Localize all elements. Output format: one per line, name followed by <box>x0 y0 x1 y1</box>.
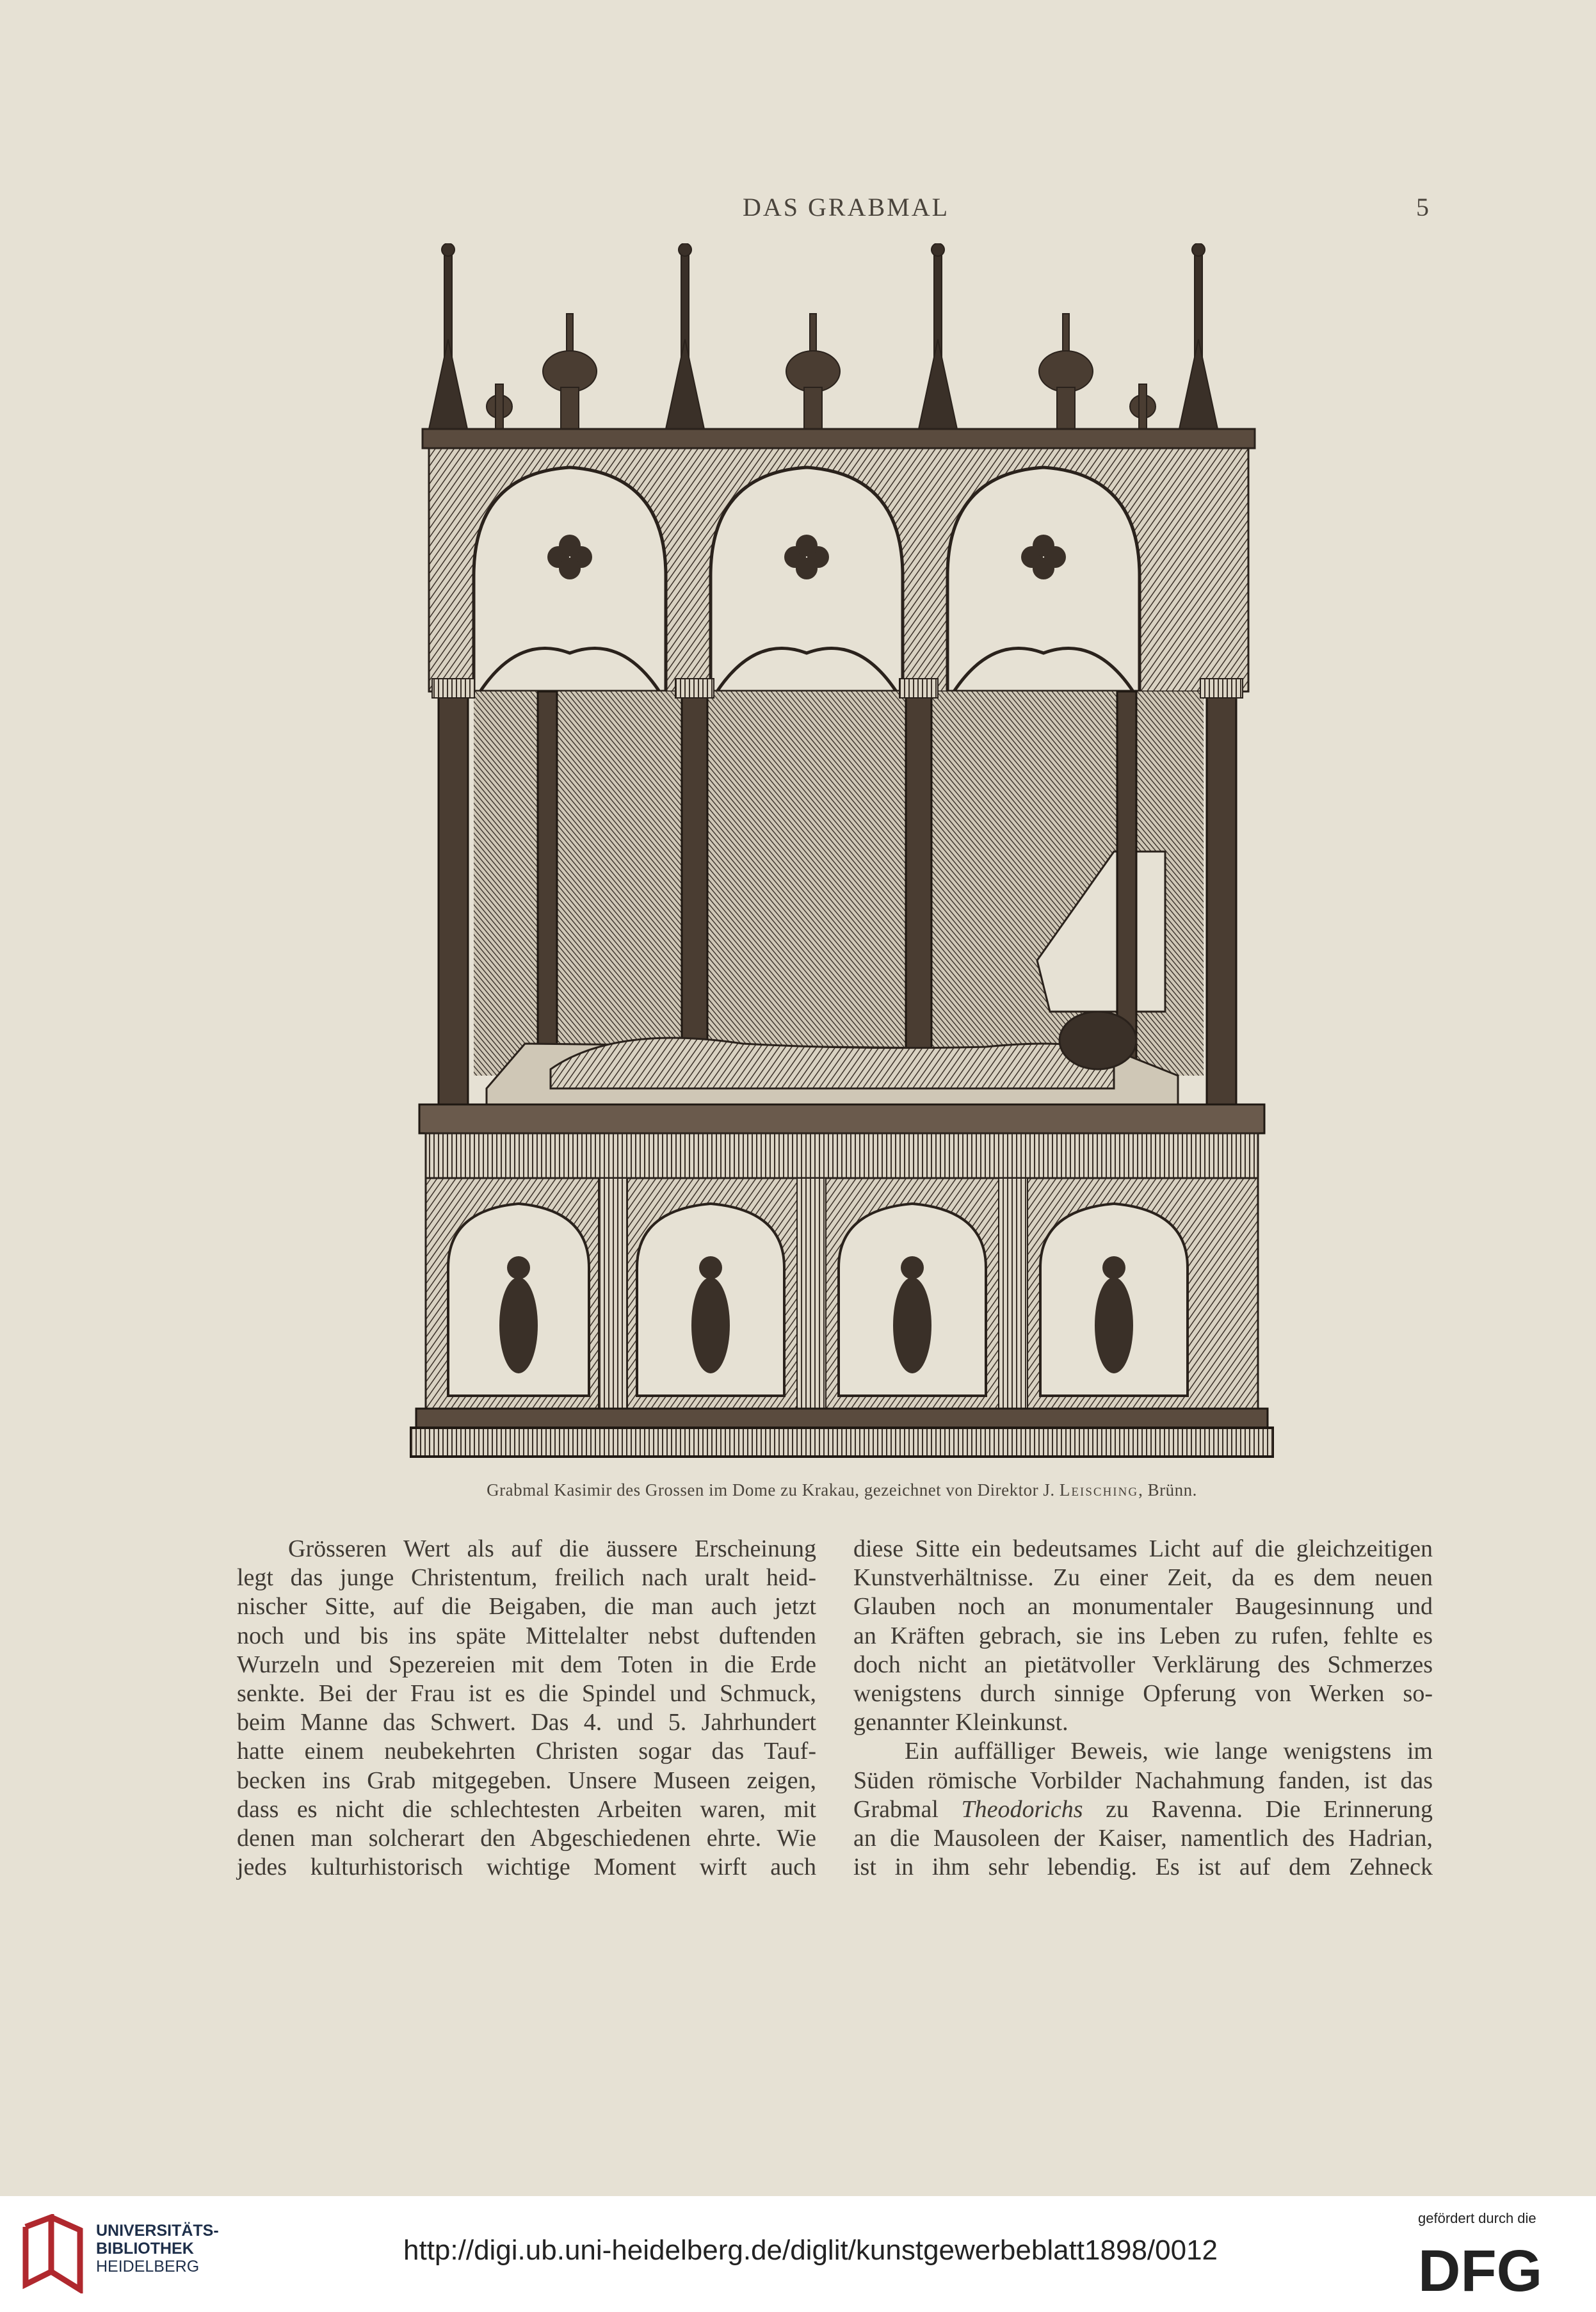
text-line: nischer Sitte, auf die Beigaben, die man auch jetzt <box>237 1593 816 1621</box>
italic-name: Theodorichs <box>961 1795 1083 1823</box>
running-head <box>0 192 1596 230</box>
text-line: an Kräften gebrach, sie ins Leben zu rufen, fehlte es <box>853 1622 1433 1649</box>
text-span: zu Ravenna. Die Erinnerung <box>1083 1795 1433 1823</box>
digital-library-url-link[interactable]: http://digi.ub.uni-heidelberg.de/diglit/kunstgewerbeblatt1898/0012 <box>403 2235 1218 2266</box>
tomb-illustration <box>410 243 1274 1460</box>
text-line: Süden römische Vorbilder Nachahmung fanden, ist das <box>853 1766 1433 1794</box>
text-line <box>853 1795 1433 1824</box>
text-line: genannter Kleinkunst. <box>853 1709 1068 1736</box>
left-column <box>237 1535 816 1882</box>
text-line: becken ins Grab mitgegeben. Unsere Museen zeigen, <box>237 1766 816 1794</box>
running-title: DAS GRABMAL <box>743 193 950 222</box>
figure-caption <box>410 1480 1274 1500</box>
text-line: ist in ihm sehr lebendig. Es ist auf dem Zehneck <box>853 1854 1433 1881</box>
text-line: Glauben noch an monumentaler Baugesinnung und <box>853 1593 1433 1621</box>
text-line: Kunstverhältnisse. Zu einer Zeit, da es dem neuen <box>853 1564 1433 1592</box>
text-line: noch und bis ins späte Mittelalter nebst duftenden <box>237 1622 816 1649</box>
text-line: diese Sitte ein bedeutsames Licht auf die gleichzeitigen <box>853 1535 1433 1562</box>
library-line-2: BIBLIOTHEK <box>96 2240 194 2258</box>
dfg-logo-icon[interactable] <box>1418 2241 1578 2299</box>
university-library-logo-icon[interactable] <box>19 2214 90 2293</box>
footer-bar <box>0 2196 1596 2312</box>
caption-artist-name: Leisching <box>1059 1480 1139 1500</box>
university-library-name <box>96 2222 219 2276</box>
library-line-1: UNIVERSITÄTS- <box>96 2222 219 2240</box>
tomb-engraving <box>410 243 1274 1460</box>
text-line: beim Manne das Schwert. Das 4. und 5. Jahrhundert <box>237 1709 816 1736</box>
text-line: wenigstens durch sinnige Opferung von Werken so- <box>853 1680 1433 1708</box>
text-line: an die Mausoleen der Kaiser, namentlich des Hadrian, <box>853 1825 1433 1852</box>
caption-suffix: , Brünn. <box>1138 1480 1197 1500</box>
text-line: Grösseren Wert als auf die äussere Erscheinung <box>288 1535 816 1562</box>
dfg-logo-text: DFG <box>1418 2241 1543 2299</box>
text-line: senkte. Bei der Frau ist es die Spindel und Schmuck, <box>237 1680 816 1708</box>
text-span: Grabmal <box>853 1795 962 1823</box>
funded-by-label: gefördert durch die <box>1418 2210 1536 2226</box>
text-line: Ein auffälliger Beweis, wie lange wenigstens im <box>905 1738 1433 1765</box>
text-line: Wurzeln und Spezereien mit dem Toten in die Erde <box>237 1651 816 1678</box>
library-line-3: HEIDELBERG <box>96 2258 200 2276</box>
caption-text: Grabmal Kasimir des Grossen im Dome zu Krakau, gezeichnet von Direktor J. <box>487 1480 1060 1500</box>
page-number: 5 <box>1416 193 1429 222</box>
right-column <box>853 1535 1433 1882</box>
text-line: dass es nicht die schlechtesten Arbeiten waren, mit <box>237 1795 816 1823</box>
text-line: doch nicht an pietätvoller Verklärung des Schmerzes <box>853 1651 1433 1678</box>
text-line: jedes kulturhistorisch wichtige Moment wirft auch <box>237 1854 816 1881</box>
text-line: hatte einem neubekehrten Christen sogar das Tauf- <box>237 1738 816 1765</box>
text-line: denen man solcherart den Abgeschiedenen ehrte. Wie <box>237 1825 816 1852</box>
text-line: legt das junge Christentum, freilich nach uralt heid- <box>237 1564 816 1592</box>
